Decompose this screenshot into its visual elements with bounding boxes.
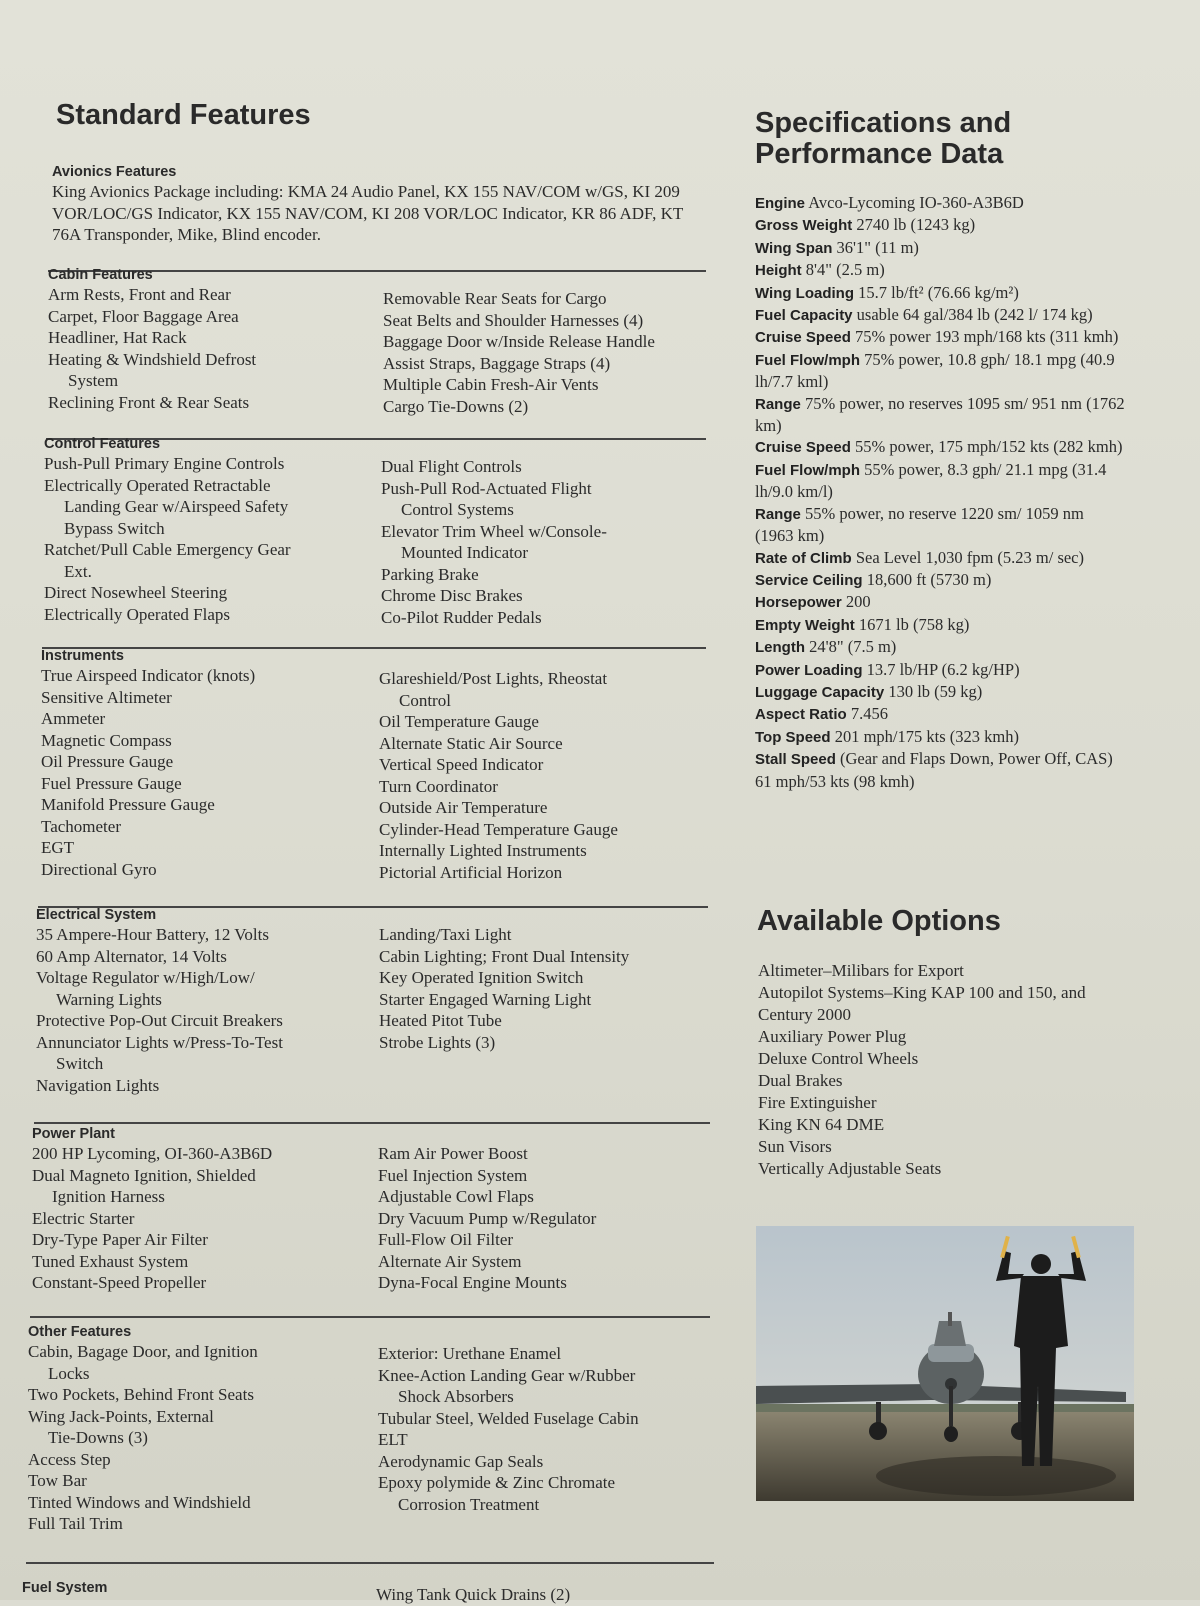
feature-item: Corrosion Treatment — [398, 1494, 540, 1514]
feature-item: 60 Amp Alternator, 14 Volts — [36, 946, 227, 966]
feature-item: Heating & Windshield Defrost — [48, 349, 257, 369]
feature-item: Dual Magneto Ignition, Shielded — [32, 1165, 256, 1185]
feature-item: Elevator Trim Wheel w/Console- — [381, 521, 607, 541]
feature-item: Oil Pressure Gauge — [41, 752, 174, 771]
feature-item: Fuel Injection System — [378, 1165, 528, 1185]
spec-item — [755, 214, 1125, 236]
spec-label: Rate of Climb — [755, 549, 852, 567]
option-item: Autopilot Systems–King KAP 100 and 150, and Century 2000 — [758, 983, 1086, 1024]
options-list — [758, 960, 1128, 1180]
spec-label: Range — [755, 505, 801, 523]
feature-item: Headliner, Hat Rack — [48, 328, 187, 347]
electrical-section — [36, 907, 714, 1096]
electrical-title: Electrical System — [36, 907, 157, 923]
feature-item: Adjustable Cowl Flaps — [378, 1187, 534, 1206]
feature-item: Control Systems — [401, 500, 514, 519]
specs-title-line2: Performance Data — [755, 138, 1004, 170]
feature-item: Knee-Action Landing Gear w/Rubber — [378, 1365, 636, 1385]
feature-item: Oil Temperature Gauge — [379, 712, 539, 731]
spec-item — [755, 459, 1125, 503]
spec-item — [755, 591, 1125, 613]
spec-label: Horsepower — [755, 594, 842, 612]
spec-value: 55% power, no reserve 1220 sm/ 1059 nm (1963 km) — [755, 503, 1084, 546]
spec-label: Power Loading — [755, 661, 863, 679]
power-plant-left-list — [32, 1143, 378, 1294]
spec-item — [755, 703, 1125, 725]
instruments-section — [41, 648, 709, 883]
spec-item — [755, 659, 1125, 681]
power-plant-right-list — [378, 1143, 718, 1294]
spec-value: 130 lb (59 kg) — [884, 681, 983, 701]
feature-item: Cabin, Bagage Door, and Ignition — [28, 1342, 258, 1361]
feature-item: Push-Pull Primary Engine Controls — [44, 454, 285, 473]
divider — [34, 1122, 710, 1124]
spec-value: 15.7 lb/ft² (76.66 kg/m²) — [854, 282, 1019, 302]
feature-item: Protective Pop-Out Circuit Breakers — [36, 1011, 283, 1030]
feature-item: Dual Flight Controls — [381, 457, 522, 476]
spec-label: Top Speed — [755, 728, 831, 746]
feature-item: Bypass Switch — [64, 518, 165, 538]
spec-label: Cruise Speed — [755, 439, 851, 457]
feature-item: Tuned Exhaust System — [32, 1251, 189, 1271]
feature-item: Dry-Type Paper Air Filter — [32, 1230, 208, 1249]
feature-item: Exterior: Urethane Enamel — [378, 1344, 562, 1363]
feature-item: 200 HP Lycoming, OI-360-A3B6D — [32, 1144, 273, 1163]
feature-item: Access Step — [28, 1449, 111, 1469]
cabin-title: Cabin Features — [48, 267, 153, 283]
spec-label: Fuel Capacity — [755, 307, 853, 325]
spec-value: 2740 lb (1243 kg) — [852, 215, 976, 235]
feature-item: Manifold Pressure Gauge — [41, 795, 215, 814]
feature-item: Mounted Indicator — [401, 543, 528, 562]
spec-value: 55% power, 8.3 gph/ 21.1 mpg (31.4 lh/9.0 km/l) — [755, 459, 1107, 502]
feature-item: Locks — [48, 1363, 90, 1383]
feature-item: Sensitive Altimeter — [41, 687, 172, 707]
spec-value: usable 64 gal/384 lb (242 l/ 174 kg) — [852, 305, 1093, 325]
feature-item: Landing Gear w/Airspeed Safety — [64, 497, 289, 516]
feature-item: Fuel Pressure Gauge — [41, 773, 182, 793]
feature-item: Constant-Speed Propeller — [32, 1273, 207, 1292]
feature-item: Directional Gyro — [41, 859, 157, 879]
feature-item: Arm Rests, Front and Rear — [48, 285, 231, 304]
spec-label: Height — [755, 262, 802, 280]
spec-value: (Gear and Flaps Down, Power Off, CAS) 61 mph/53 kts (98 kmh) — [755, 749, 1113, 791]
spec-item — [755, 614, 1125, 636]
feature-item: Switch — [56, 1054, 104, 1073]
spec-label: Aspect Ratio — [755, 706, 847, 724]
standard-features-title: Standard Features — [56, 99, 311, 131]
feature-item: Wing Jack-Points, External — [28, 1406, 214, 1426]
feature-item: Heated Pitot Tube — [379, 1011, 502, 1030]
feature-item: Ignition Harness — [52, 1187, 165, 1206]
option-item: King KN 64 DME — [758, 1115, 885, 1134]
feature-item: Electrically Operated Flaps — [44, 604, 230, 624]
cabin-left-list — [48, 284, 383, 417]
electrical-left-list — [36, 924, 379, 1096]
spec-label: Engine — [755, 195, 806, 212]
feature-item: Control — [399, 690, 451, 710]
spec-item — [755, 282, 1125, 304]
feature-item: Direct Nosewheel Steering — [44, 583, 228, 602]
avionics-section — [52, 164, 692, 246]
feature-item: Outside Air Temperature — [379, 798, 548, 817]
option-item: Dual Brakes — [758, 1071, 843, 1090]
feature-item: Cabin Lighting; Front Dual Intensity — [379, 946, 630, 966]
spec-value: 201 mph/175 kts (323 kmh) — [830, 726, 1019, 746]
spec-item — [755, 503, 1125, 547]
spec-label: Luggage Capacity — [755, 683, 885, 701]
feature-item: Alternate Air System — [378, 1251, 522, 1271]
feature-item: Removable Rear Seats for Cargo — [383, 289, 607, 308]
spec-item — [755, 681, 1125, 703]
control-right-list — [381, 453, 711, 628]
spec-value: 18,600 ft (5730 m) — [862, 569, 992, 589]
spec-item — [755, 748, 1125, 792]
spec-label: Fuel Flow/mph — [755, 351, 860, 369]
feature-item: Co-Pilot Rudder Pedals — [381, 607, 542, 627]
spec-value: 75% power, no reserves 1095 sm/ 951 nm (1762 km) — [755, 393, 1125, 436]
avionics-title: Avionics Features — [52, 164, 177, 180]
option-item: Deluxe Control Wheels — [758, 1049, 919, 1068]
spec-value: Sea Level 1,030 fpm (5.23 m/ sec) — [851, 547, 1085, 567]
electrical-right-list — [379, 924, 714, 1096]
feature-item: Epoxy polymide & Zinc Chromate — [378, 1473, 616, 1492]
feature-item: Full Tail Trim — [28, 1514, 123, 1533]
options-title: Available Options — [757, 905, 1001, 937]
spec-label: Wing Loading — [755, 284, 855, 302]
spec-item — [755, 326, 1125, 348]
feature-item: True Airspeed Indicator (knots) — [41, 666, 256, 685]
feature-item: Ammeter — [41, 709, 106, 728]
spec-item — [755, 237, 1125, 259]
feature-item: Glareshield/Post Lights, Rheostat — [379, 669, 608, 688]
fuel-system-section — [22, 1580, 722, 1604]
feature-item: Key Operated Ignition Switch — [379, 968, 584, 987]
spec-value: 24'8" (7.5 m) — [805, 637, 897, 657]
feature-item: Aerodynamic Gap Seals — [378, 1451, 544, 1471]
feature-item: Cargo Tie-Downs (2) — [383, 396, 529, 416]
feature-item: Cylinder-Head Temperature Gauge — [379, 819, 618, 839]
spec-item — [755, 393, 1125, 437]
option-item: Vertically Adjustable Seats — [758, 1159, 942, 1178]
spec-item — [755, 259, 1125, 281]
feature-item: ELT — [378, 1430, 408, 1449]
spec-value: 8'4" (2.5 m) — [801, 260, 885, 280]
feature-item: Two Pockets, Behind Front Seats — [28, 1385, 254, 1404]
feature-item: Pictorial Artificial Horizon — [379, 862, 563, 882]
instruments-right-list — [379, 665, 709, 883]
fuel-system-title: Fuel System — [22, 1580, 108, 1596]
feature-item: Voltage Regulator w/High/Low/ — [36, 968, 255, 987]
feature-item: Assist Straps, Baggage Straps (4) — [383, 353, 611, 373]
control-left-list — [44, 453, 381, 628]
spec-label: Stall Speed — [755, 751, 836, 769]
divider — [30, 1316, 710, 1318]
feature-item: Full-Flow Oil Filter — [378, 1230, 514, 1249]
spec-value: 13.7 lb/HP (6.2 kg/HP) — [862, 659, 1020, 679]
spec-label: Service Ceiling — [755, 571, 863, 589]
other-features-title: Other Features — [28, 1324, 132, 1340]
specs-title-line1: Specifications and — [755, 107, 1012, 139]
feature-item: Dry Vacuum Pump w/Regulator — [378, 1208, 597, 1228]
spec-label: Range — [755, 395, 801, 413]
avionics-text: King Avionics Package including: KMA 24 Audio Panel, KX 155 NAV/COM w/GS, KI 209 VOR/LOC/GS Indicator, KX 155 NAV/COM, KI 208 VOR/LOC Indicator, KR 86 ADF, KT 76A Transponder, Mike, Blind encoder. — [52, 182, 684, 244]
control-section — [44, 436, 711, 628]
cabin-section — [48, 267, 713, 417]
feature-item: Push-Pull Rod-Actuated Flight — [381, 478, 592, 498]
spec-item — [755, 569, 1125, 591]
spec-label: Wing Span — [755, 239, 833, 257]
spec-item — [755, 436, 1125, 458]
feature-item: Ram Air Power Boost — [378, 1144, 528, 1163]
spec-item — [755, 192, 1125, 214]
option-item: Altimeter–Milibars for Export — [758, 961, 964, 980]
spec-item — [755, 304, 1125, 326]
instruments-left-list — [41, 665, 379, 883]
feature-item: Tow Bar — [28, 1471, 87, 1490]
spec-item — [755, 349, 1125, 393]
other-left-list — [28, 1341, 378, 1535]
other-features-section — [28, 1324, 718, 1535]
feature-item: Ratchet/Pull Cable Emergency Gear — [44, 540, 291, 559]
spec-value: 75% power 193 mph/168 kts (311 kmh) — [850, 327, 1119, 347]
feature-item: Electrically Operated Retractable — [44, 475, 271, 495]
spec-value: 75% power, 10.8 gph/ 18.1 mpg (40.9 lh/7.7 kml) — [755, 349, 1115, 392]
spec-label: Gross Weight — [755, 217, 853, 235]
feature-item: System — [68, 371, 119, 390]
spec-value: 1671 lb (758 kg) — [854, 614, 970, 634]
specs-list — [755, 192, 1125, 792]
spec-label: Cruise Speed — [755, 329, 851, 347]
instruments-title: Instruments — [41, 648, 124, 664]
spec-value: Avco-Lycoming IO-360-A3B6D — [805, 193, 1024, 212]
spec-label: Length — [755, 639, 805, 657]
feature-item: Warning Lights — [56, 989, 162, 1009]
fuel-system-item: Wing Tank Quick Drains (2) — [376, 1585, 571, 1604]
feature-item: Multiple Cabin Fresh-Air Vents — [383, 375, 599, 394]
spec-value: 200 — [841, 592, 871, 612]
feature-item: Magnetic Compass — [41, 730, 172, 750]
airplane-photo — [756, 1226, 1134, 1501]
feature-item: Dyna-Focal Engine Mounts — [378, 1273, 567, 1292]
option-item: Fire Extinguisher — [758, 1093, 877, 1112]
feature-item: Baggage Door w/Inside Release Handle — [383, 332, 655, 351]
power-plant-section — [32, 1126, 718, 1294]
spec-value: 7.456 — [846, 704, 888, 724]
feature-item: Tachometer — [41, 816, 121, 836]
power-plant-title: Power Plant — [32, 1126, 115, 1142]
feature-item: Chrome Disc Brakes — [381, 586, 523, 605]
spec-item — [755, 547, 1125, 569]
feature-item: Landing/Taxi Light — [379, 925, 512, 944]
feature-item: Reclining Front & Rear Seats — [48, 392, 250, 412]
cabin-right-list — [383, 284, 713, 417]
feature-item: Alternate Static Air Source — [379, 733, 563, 753]
feature-item: Vertical Speed Indicator — [379, 755, 544, 774]
option-item: Sun Visors — [758, 1137, 832, 1156]
control-title: Control Features — [44, 436, 161, 452]
feature-item: Annunciator Lights w/Press-To-Test — [36, 1032, 283, 1052]
feature-item: 35 Ampere-Hour Battery, 12 Volts — [36, 925, 269, 944]
feature-item: Strobe Lights (3) — [379, 1032, 496, 1052]
feature-item: Tubular Steel, Welded Fuselage Cabin — [378, 1408, 639, 1428]
feature-item: Tinted Windows and Windshield — [28, 1492, 251, 1512]
feature-item: Shock Absorbers — [398, 1387, 514, 1406]
spec-label: Fuel Flow/mph — [755, 461, 860, 479]
feature-item: Parking Brake — [381, 564, 479, 584]
feature-item: Seat Belts and Shoulder Harnesses (4) — [383, 310, 644, 330]
other-right-list — [378, 1341, 718, 1535]
feature-item: Turn Coordinator — [379, 776, 498, 796]
spec-value: 55% power, 175 mph/152 kts (282 kmh) — [850, 437, 1123, 457]
spec-label: Empty Weight — [755, 616, 855, 634]
feature-item: EGT — [41, 838, 75, 857]
feature-item: Navigation Lights — [36, 1075, 160, 1095]
feature-item: Electric Starter — [32, 1208, 135, 1228]
feature-item: Tie-Downs (3) — [48, 1428, 148, 1447]
specs-title — [755, 108, 1011, 170]
spec-value: 36'1" (11 m) — [832, 237, 919, 257]
option-item: Auxiliary Power Plug — [758, 1027, 907, 1046]
feature-item: Carpet, Floor Baggage Area — [48, 306, 239, 326]
feature-item: Ext. — [64, 561, 92, 581]
airplane-marshaller-image — [756, 1226, 1134, 1501]
spec-item — [755, 726, 1125, 748]
spec-item — [755, 636, 1125, 658]
feature-item: Internally Lighted Instruments — [379, 841, 587, 860]
feature-item: Starter Engaged Warning Light — [379, 989, 592, 1009]
divider — [26, 1562, 714, 1564]
